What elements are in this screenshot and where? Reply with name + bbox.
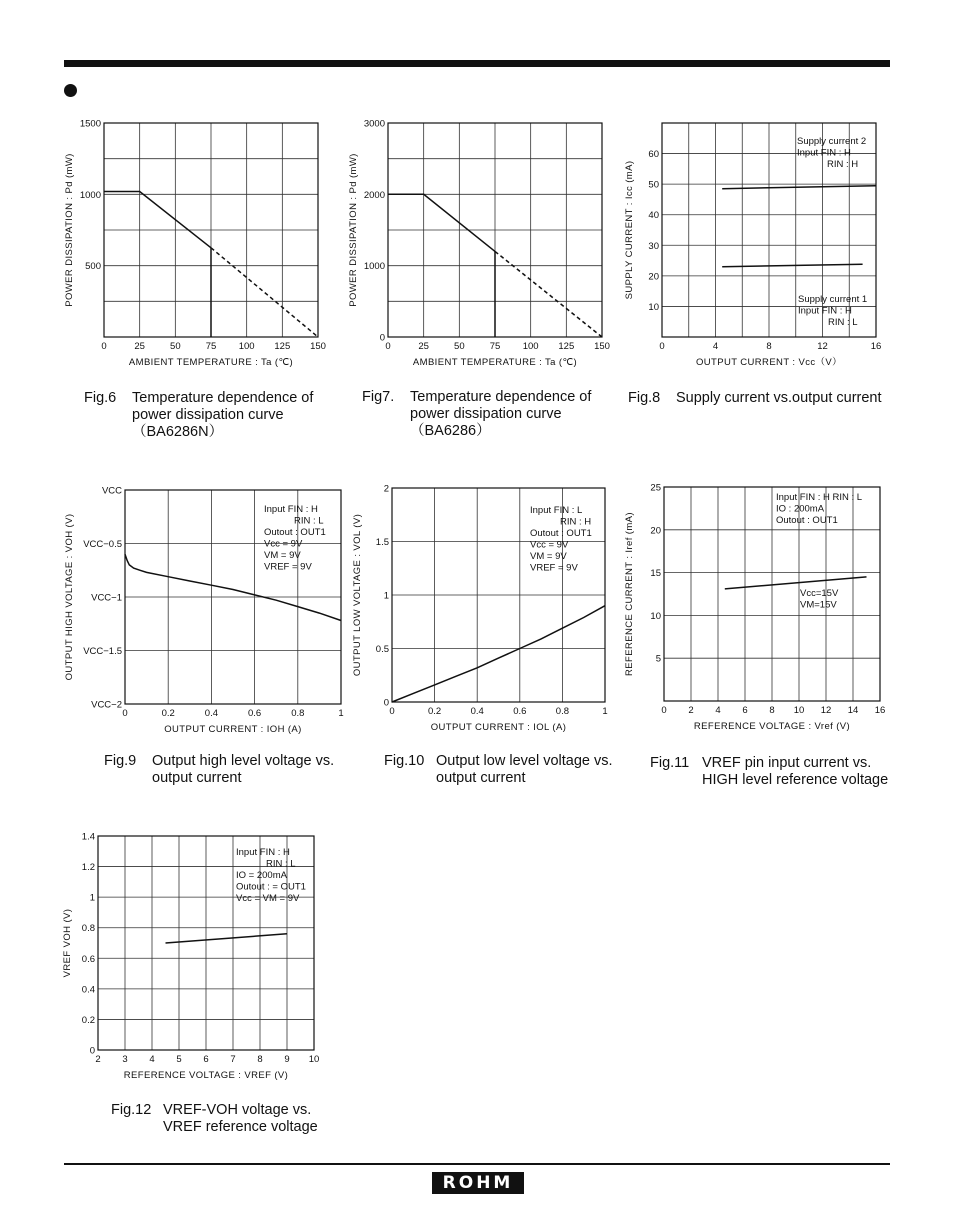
annotation-text: Vcc = 9V xyxy=(530,539,569,551)
annotation xyxy=(798,294,867,328)
x-tick-label: 0 xyxy=(122,708,128,719)
x-tick-label: 10 xyxy=(308,1054,320,1065)
series-line-dashed xyxy=(211,248,318,337)
x-tick-label: 50 xyxy=(454,341,465,352)
y-axis-label: OUTPUT LOW VOLTAGE : VOL (V) xyxy=(352,513,363,677)
annotation xyxy=(530,505,592,574)
annotation-text: IO : 200mA xyxy=(776,503,825,515)
y-tick-label: VCC−0.5 xyxy=(83,539,122,550)
x-tick-label: 125 xyxy=(274,341,291,352)
x-tick-label: 8 xyxy=(257,1054,263,1065)
y-axis-label: POWER DISSIPATION : Pd (mW) xyxy=(348,153,359,307)
y-tick-label: VCC−1 xyxy=(91,592,122,604)
x-tick-label: 8 xyxy=(769,705,775,716)
y-tick-label: 1500 xyxy=(79,118,101,130)
caption-line: （BA6286N） xyxy=(132,424,224,440)
chart-fig9 xyxy=(62,480,347,740)
y-tick-label: VCC−1.5 xyxy=(83,646,122,657)
y-tick-label: 3000 xyxy=(363,118,385,130)
y-tick-label: 5 xyxy=(655,653,661,665)
annotation-text: RIN : L xyxy=(294,515,324,527)
annotation xyxy=(800,588,839,611)
y-tick-label: 1 xyxy=(89,892,95,904)
x-tick-label: 16 xyxy=(874,705,886,716)
y-tick-label: 20 xyxy=(650,525,661,537)
caption-number: Fig.6 xyxy=(84,390,117,406)
y-axis-label: SUPPLY CURRENT : Icc (mA) xyxy=(624,160,635,300)
y-tick-label: 40 xyxy=(648,210,659,222)
header-rule xyxy=(64,60,890,67)
x-tick-label: 125 xyxy=(558,341,575,352)
y-tick-label: 1.5 xyxy=(375,537,389,548)
x-tick-label: 2 xyxy=(95,1054,101,1065)
caption-line: VREF reference voltage xyxy=(163,1119,318,1135)
x-tick-label: 100 xyxy=(238,341,255,352)
x-tick-label: 4 xyxy=(149,1054,155,1065)
x-tick-label: 0.8 xyxy=(555,706,570,717)
annotation-text: Input FIN : H xyxy=(236,847,290,858)
x-tick-label: 0 xyxy=(389,706,395,717)
x-tick-label: 16 xyxy=(870,341,882,352)
annotation-text: RIN : H xyxy=(560,516,592,528)
caption-line: Temperature dependence of xyxy=(410,389,592,405)
annotation-text: RIN : L xyxy=(828,317,858,328)
x-tick-label: 0.2 xyxy=(161,708,175,719)
x-tick-label: 9 xyxy=(284,1054,290,1065)
section-bullet-icon xyxy=(64,84,77,97)
annotation-text: Vcc=15V xyxy=(800,588,839,599)
x-tick-label: 150 xyxy=(594,341,610,352)
caption-fig6 xyxy=(84,390,314,440)
caption-line: Supply current vs.output current xyxy=(676,390,882,406)
y-axis-label: VREF VOH (V) xyxy=(62,908,73,978)
annotation-text: Vcc = 9V xyxy=(264,538,303,550)
y-tick-label: 15 xyxy=(650,568,661,580)
annotation xyxy=(264,504,326,573)
annotation-text: Outout : OUT1 xyxy=(776,515,838,526)
caption-line: Output high level voltage vs. xyxy=(152,753,335,769)
y-tick-label: 1000 xyxy=(363,261,385,273)
y-tick-label: VCC−2 xyxy=(91,699,122,711)
y-tick-label: 25 xyxy=(650,482,661,494)
y-tick-label: 0 xyxy=(379,332,385,344)
x-tick-label: 12 xyxy=(820,705,832,716)
x-tick-label: 0 xyxy=(385,341,391,352)
series-line xyxy=(388,194,495,251)
chart-fig11 xyxy=(622,480,892,740)
annotation-text: VREF = 9V xyxy=(530,562,578,574)
caption-fig7 xyxy=(362,389,592,439)
y-axis-label: REFERENCE CURRENT : Iref (mA) xyxy=(624,512,635,676)
y-axis-label: OUTPUT HIGH VOLTAGE : VOH (V) xyxy=(64,513,75,681)
annotation-text: Input FIN : L xyxy=(530,505,583,516)
y-tick-label: 1.2 xyxy=(81,862,95,874)
x-tick-label: 12 xyxy=(817,341,828,352)
x-tick-label: 0 xyxy=(101,341,107,352)
annotation-text: Outout : OUT1 xyxy=(530,528,592,539)
y-tick-label: 0.2 xyxy=(81,1014,95,1026)
caption-line: VREF-VOH voltage vs. xyxy=(163,1102,312,1118)
caption-line: Temperature dependence of xyxy=(132,390,314,406)
annotation-text: Supply current 1 xyxy=(798,294,868,305)
annotation xyxy=(236,847,306,904)
y-tick-label: 50 xyxy=(648,179,659,191)
y-tick-label: 0 xyxy=(383,697,389,709)
annotation-text: Input FIN : H xyxy=(264,504,318,515)
y-tick-label: 0.6 xyxy=(81,953,95,965)
caption-fig9 xyxy=(104,753,335,786)
x-tick-label: 6 xyxy=(203,1054,209,1065)
annotation-text: Supply current 2 xyxy=(797,136,867,147)
caption-number: Fig.9 xyxy=(104,753,137,769)
x-tick-label: 0.6 xyxy=(513,706,527,717)
caption-fig8 xyxy=(628,390,882,407)
annotation-text: VM = 9V xyxy=(264,550,301,561)
caption-fig10 xyxy=(384,753,613,786)
x-tick-label: 100 xyxy=(522,341,539,352)
caption-line: power dissipation curve xyxy=(132,407,284,423)
rohm-logo: ROHM xyxy=(432,1172,524,1194)
caption-line: VREF pin input current vs. xyxy=(702,755,872,771)
y-tick-label: 2000 xyxy=(363,189,385,201)
caption-line: （BA6286） xyxy=(410,423,491,439)
y-tick-label: VCC xyxy=(101,485,122,497)
x-axis-label: REFERENCE VOLTAGE : Vref (V) xyxy=(693,721,851,732)
chart-fig8 xyxy=(622,116,892,376)
y-tick-label: 2 xyxy=(383,483,389,495)
caption-line: HIGH level reference voltage xyxy=(702,772,889,788)
x-tick-label: 0.6 xyxy=(247,708,262,719)
caption-fig11 xyxy=(650,755,889,788)
series-line xyxy=(722,264,862,267)
x-tick-label: 10 xyxy=(793,705,805,716)
x-tick-label: 0.2 xyxy=(427,706,442,717)
annotation-text: RIN : L xyxy=(266,858,296,870)
x-tick-label: 1 xyxy=(602,706,608,717)
chart-fig12 xyxy=(60,828,330,1088)
caption-number: Fig.11 xyxy=(650,755,690,771)
y-tick-label: 30 xyxy=(648,240,659,252)
x-tick-label: 4 xyxy=(712,341,719,352)
y-tick-label: 20 xyxy=(648,271,659,283)
y-tick-label: 1.4 xyxy=(81,831,95,843)
y-tick-label: 500 xyxy=(85,261,101,273)
y-tick-label: 0.5 xyxy=(375,644,389,655)
x-axis-label: AMBIENT TEMPERATURE : Ta (℃) xyxy=(128,357,294,368)
annotation-text: Outout : OUT1 xyxy=(264,527,326,538)
y-tick-label: 1 xyxy=(383,590,389,602)
y-axis-label: POWER DISSIPATION : Pd (mW) xyxy=(64,153,75,307)
y-tick-label: 1000 xyxy=(79,189,101,201)
x-tick-label: 4 xyxy=(715,705,721,716)
x-tick-label: 0 xyxy=(659,341,665,352)
x-axis-label: OUTPUT CURRENT : Vcc（V） xyxy=(695,357,843,368)
x-axis-label: REFERENCE VOLTAGE : VREF (V) xyxy=(123,1070,289,1081)
chart-fig6 xyxy=(62,116,332,376)
x-axis-label: OUTPUT CURRENT : IOH (A) xyxy=(164,724,302,735)
x-tick-label: 14 xyxy=(847,705,859,716)
caption-number: Fig.8 xyxy=(628,390,661,406)
x-tick-label: 0.8 xyxy=(291,708,305,719)
annotation xyxy=(797,136,866,170)
annotation-text: VREF = 9V xyxy=(264,561,312,573)
caption-number: Fig.12 xyxy=(111,1102,152,1118)
annotation-text: Outout : = OUT1 xyxy=(236,881,306,893)
x-tick-label: 8 xyxy=(766,341,772,352)
x-tick-label: 50 xyxy=(170,341,181,352)
series-line xyxy=(725,577,867,589)
series-line xyxy=(392,606,605,702)
annotation-text: VM=15V xyxy=(800,599,837,611)
caption-line: output current xyxy=(152,770,242,786)
x-tick-label: 0.4 xyxy=(470,706,484,717)
x-tick-label: 3 xyxy=(122,1054,128,1065)
x-tick-label: 5 xyxy=(176,1054,182,1065)
y-tick-label: 10 xyxy=(648,301,659,313)
chart-fig10 xyxy=(350,480,615,740)
x-tick-label: 0.4 xyxy=(204,708,219,719)
x-tick-label: 1 xyxy=(338,708,344,719)
annotation-text: Input FIN : H xyxy=(797,147,851,159)
annotation-text: Vcc = VM = 9V xyxy=(236,893,300,904)
y-tick-label: 10 xyxy=(650,610,661,622)
caption-line: output current xyxy=(436,770,526,786)
caption-line: Output low level voltage vs. xyxy=(436,753,613,769)
chart-fig7 xyxy=(346,116,616,376)
x-tick-label: 75 xyxy=(489,341,501,352)
series-line xyxy=(166,934,288,943)
x-axis-label: AMBIENT TEMPERATURE : Ta (℃) xyxy=(412,357,578,368)
x-tick-label: 25 xyxy=(418,341,429,352)
x-tick-label: 6 xyxy=(742,705,748,716)
x-tick-label: 7 xyxy=(230,1054,236,1065)
caption-number: Fig.10 xyxy=(384,753,425,769)
x-tick-label: 25 xyxy=(134,341,145,352)
annotation-text: Input FIN : H RIN : L xyxy=(776,492,863,503)
y-tick-label: 0.8 xyxy=(81,923,95,935)
x-axis-label: OUTPUT CURRENT : IOL (A) xyxy=(430,722,567,733)
annotation xyxy=(776,492,862,526)
y-tick-label: 0.4 xyxy=(81,984,95,996)
y-tick-label: 0 xyxy=(89,1045,95,1057)
series-line xyxy=(722,186,876,189)
series-line xyxy=(104,192,211,248)
series-line-dashed xyxy=(495,251,602,337)
caption-fig12 xyxy=(111,1102,318,1135)
caption-number: Fig7. xyxy=(362,389,395,405)
caption-line: power dissipation curve xyxy=(410,406,562,422)
x-tick-label: 150 xyxy=(310,341,326,352)
annotation-text: RIN : H xyxy=(827,159,859,170)
x-tick-label: 2 xyxy=(688,705,694,716)
x-tick-label: 0 xyxy=(661,705,667,716)
annotation-text: IO = 200mA xyxy=(236,870,287,881)
y-tick-label: 60 xyxy=(648,149,659,161)
annotation-text: Input FIN : H xyxy=(798,305,852,317)
footer-rule xyxy=(64,1163,890,1165)
x-tick-label: 75 xyxy=(205,341,217,352)
annotation-text: VM = 9V xyxy=(530,551,567,562)
